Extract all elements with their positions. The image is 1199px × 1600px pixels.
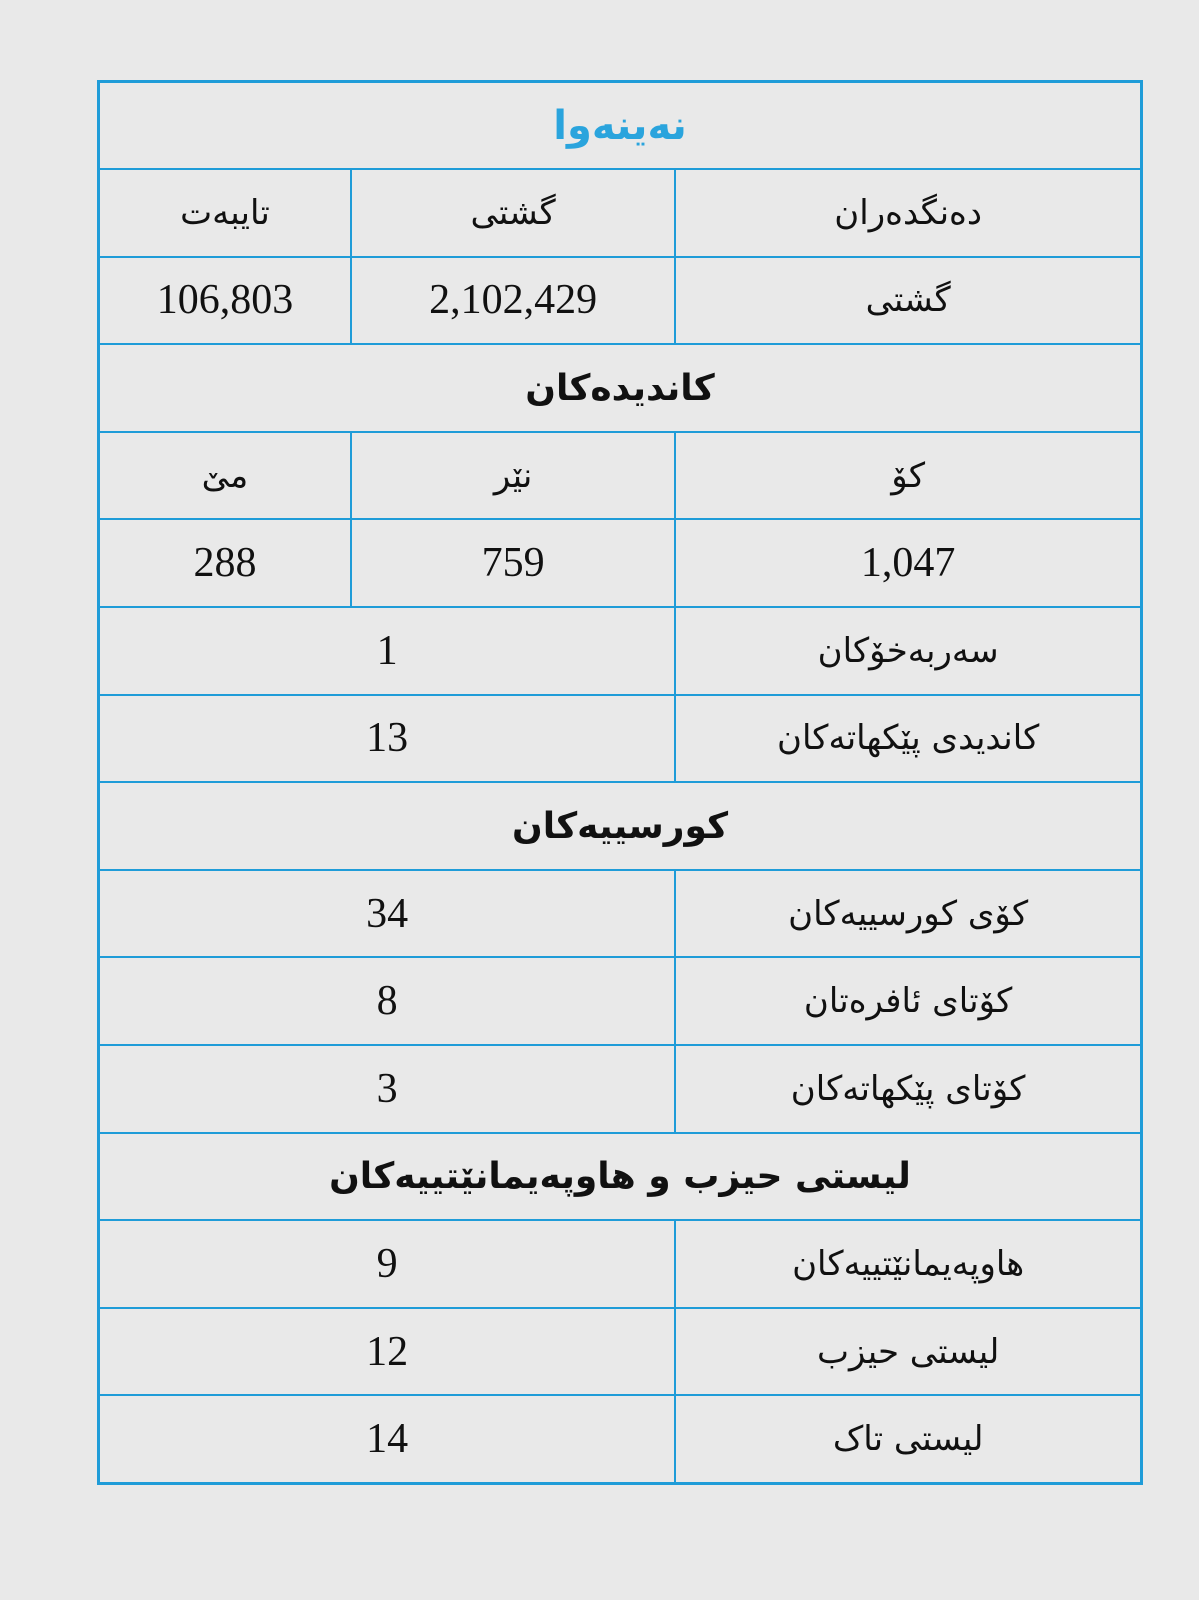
component-candidates-value: 13: [99, 695, 676, 783]
title-row: [99, 82, 1142, 170]
alliances-row: [99, 1220, 1142, 1308]
independents-label: سەربەخۆکان: [675, 607, 1141, 695]
components-quota-row: [99, 1045, 1142, 1133]
women-quota-value: 8: [99, 957, 676, 1045]
party-lists-row: [99, 1308, 1142, 1396]
seats-section-title: کورسییەکان: [99, 782, 1142, 870]
single-lists-row: [99, 1395, 1142, 1483]
components-quota-value: 3: [99, 1045, 676, 1133]
lists-section-title: لیستی حیزب و هاوپەیمانێتییەکان: [99, 1133, 1142, 1221]
women-quota-row: [99, 957, 1142, 1045]
candidates-section-title: کاندیدەکان: [99, 344, 1142, 432]
candidates-female-value: 288: [99, 519, 351, 607]
single-lists-value: 14: [99, 1395, 676, 1483]
component-candidates-label: کاندیدی پێکهاتەکان: [675, 695, 1141, 783]
voters-special-value: 106,803: [99, 257, 351, 345]
general-col-header: گشتی: [351, 169, 675, 257]
election-stats-table: [97, 80, 1143, 1485]
component-candidates-row: [99, 695, 1142, 783]
independents-row: [99, 607, 1142, 695]
voters-total-row: [99, 257, 1142, 345]
page-title: نەینەوا: [99, 82, 1142, 170]
total-seats-label: کۆی کورسییەکان: [675, 870, 1141, 958]
total-seats-value: 34: [99, 870, 676, 958]
male-col-header: نێر: [351, 432, 675, 520]
components-quota-label: کۆتای پێکهاتەکان: [675, 1045, 1141, 1133]
total-col-header: کۆ: [675, 432, 1141, 520]
voters-total-label: گشتی: [675, 257, 1141, 345]
candidates-section-row: [99, 344, 1142, 432]
candidates-header-row: [99, 432, 1142, 520]
women-quota-label: کۆتای ئافرەتان: [675, 957, 1141, 1045]
candidates-male-value: 759: [351, 519, 675, 607]
voters-header-row: [99, 169, 1142, 257]
alliances-label: هاوپەیمانێتییەکان: [675, 1220, 1141, 1308]
party-lists-value: 12: [99, 1308, 676, 1396]
voters-col-header: دەنگدەران: [675, 169, 1141, 257]
candidates-counts-row: [99, 519, 1142, 607]
candidates-total-value: 1,047: [675, 519, 1141, 607]
independents-value: 1: [99, 607, 676, 695]
lists-section-row: [99, 1133, 1142, 1221]
alliances-value: 9: [99, 1220, 676, 1308]
party-lists-label: لیستی حیزب: [675, 1308, 1141, 1396]
total-seats-row: [99, 870, 1142, 958]
single-lists-label: لیستی تاک: [675, 1395, 1141, 1483]
voters-general-value: 2,102,429: [351, 257, 675, 345]
special-col-header: تایبەت: [99, 169, 351, 257]
female-col-header: مێ: [99, 432, 351, 520]
seats-section-row: [99, 782, 1142, 870]
